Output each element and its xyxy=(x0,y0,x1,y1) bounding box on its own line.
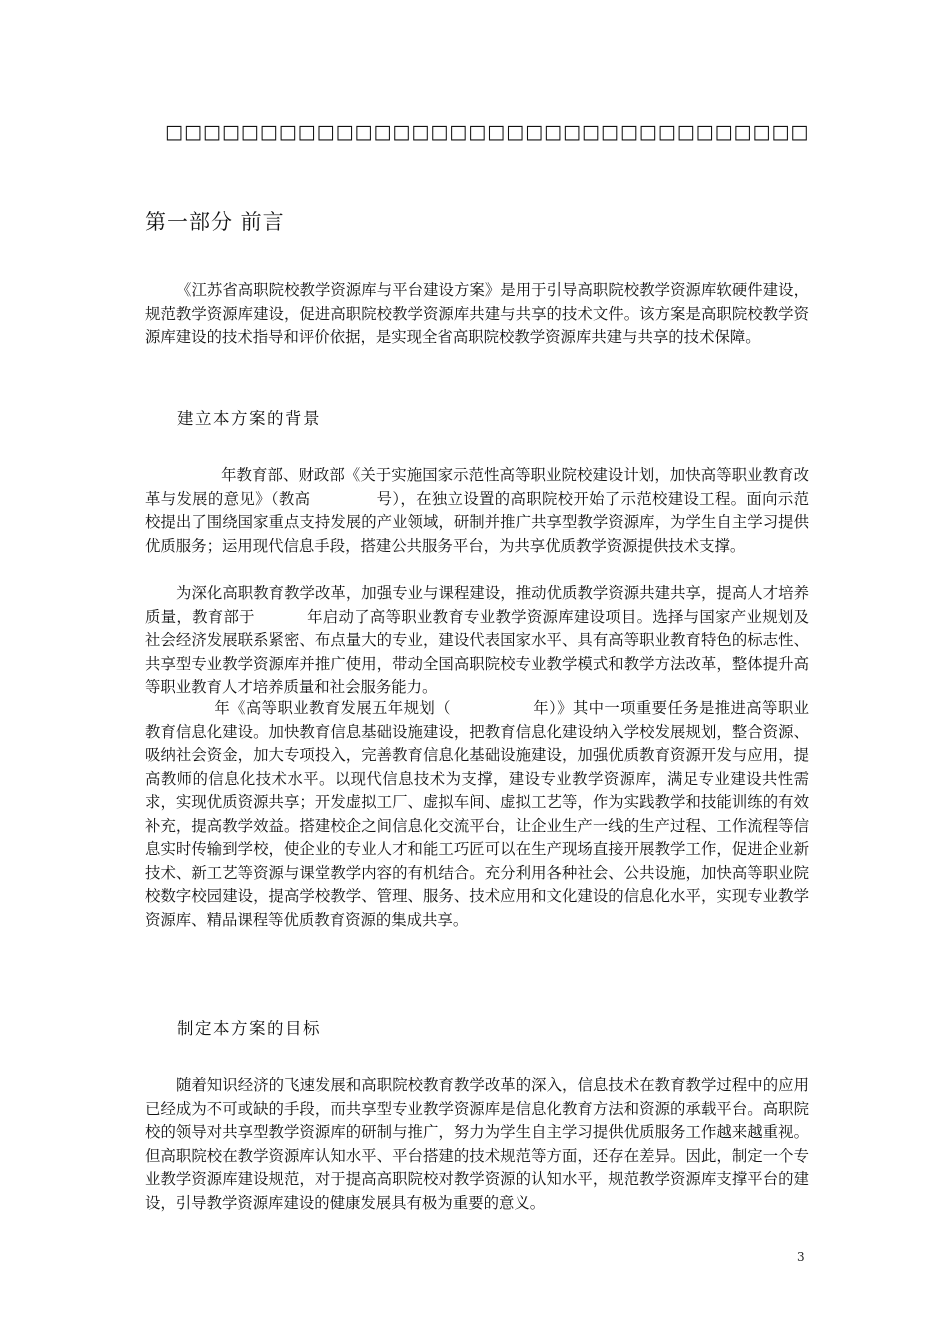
intro-paragraph xyxy=(145,279,809,350)
background-p2-text-b: 年启动了高等职业教育专业教学资源库建设项目。选择与国家产业规划及社会经济发展联系紧密、布点量大的专业，建设代表国家水平、具有高等职业教育特色的标志性、共享型专业教学资源库并推广使用，带动全国高职院校专业教学模式和教学方法改革，整体提升高等职业教育人才培养质量和社会服务能力。 xyxy=(145,607,809,696)
section-heading-goal: 制定本方案的目标 xyxy=(177,1019,321,1038)
background-p3-text-b: 年）》其中一项重要任务是推进高等职业教育信息化建设。加快教育信息基础设施建设，把教育信息化建设纳入学校发展规划，整合资源、吸纳社会资金，加大专项投入，完善教育信息化基础设施建设，加强优质教育资源开发与应用，提高教师的信息化技术水平。以现代信息技术为支撑，建设专业教学资源库，满足专业建设共性需求，实现优质资源共享；开发虚拟工厂、虚拟车间、虚拟工艺等，作为实践教学和技能训练的有效补充，提高教学效益。搭建校企之间信息化交流平台，让企业生产一线的生产过程、工作流程等信息实时传输到学校，使企业的专业人才和能工巧匠可以在生产现场直接开展教学工作，促进企业新技术、新工艺等资源与课堂教学内容的有机结合。充分利用各种社会、公共设施，加快高等职业院校数字校园建设，提高学校教学、管理、服务、技术应用和文化建设的信息化水平，实现专业教学资源库、精品课程等优质教育资源的集成共享。 xyxy=(145,699,809,929)
background-paragraph-2 xyxy=(145,582,809,700)
background-paragraph-3 xyxy=(145,697,809,932)
background-p1-text-b: 号），在独立设置的高职院校开始了示范校建设工程。面向示范校提出了围绕国家重点支持发展的产业领域，研制并推广共享型教学资源库，为学生自主学习提供优质服务；运用现代信息手段，搭建公共服务平台，为共享优质教学资源提供技术支撑。 xyxy=(145,489,809,555)
page-number: 3 xyxy=(797,1250,805,1264)
intro-text: 《江苏省高职院校教学资源库与平台建设方案》是用于引导高职院校教学资源库软硬件建设，规范教学资源库建设，促进高职院校教学资源库共建与共享的技术文件。该方案是高职院校教学资源库建设的技术指导和评价依据，是实现全省高职院校教学资源库共建与共享的技术保障。 xyxy=(145,281,809,346)
background-paragraph-1 xyxy=(145,464,809,558)
garbled-header-line: □□□□□□□□□□□□□□□□□□□□□□□□□□□□□□□□□□ xyxy=(165,121,810,143)
background-p2-text-a: 为深化高职教育教学改革，加强专业与课程建设，推动优质教学资源共建共享，提高人才培养质量，教育部于 xyxy=(145,584,809,626)
goal-text: 随着知识经济的飞速发展和高职院校教育教学改革的深入，信息技术在教育教学过程中的应用已经成为不可或缺的手段，而共享型专业教学资源库是信息化教育方法和资源的承载平台。高职院校的领导对共享型教学资源库的研制与推广，努力为学生自主学习提供优质服务工作越来越重视。但高职院校在教学资源库认知水平、平台搭建的技术规范等方面，还存在差异。因此，制定一个专业教学资源库建设规范，对于提高高职院校对教学资源的认知水平，规范教学资源库支撑平台的建设，引导教学资源库建设的健康发展具有极为重要的意义。 xyxy=(145,1076,809,1212)
background-p1-text-a: 年教育部、财政部《关于实施国家示范性高等职业院校建设计划，加快高等职业教育改革与发展的意见》（教高 xyxy=(145,466,809,508)
section-heading-background: 建立本方案的背景 xyxy=(177,409,321,428)
goal-paragraph xyxy=(145,1074,809,1215)
part-title: 第一部分 前言 xyxy=(145,210,285,234)
background-p3-text-a: 年《高等职业教育发展五年规划（ xyxy=(214,699,451,717)
